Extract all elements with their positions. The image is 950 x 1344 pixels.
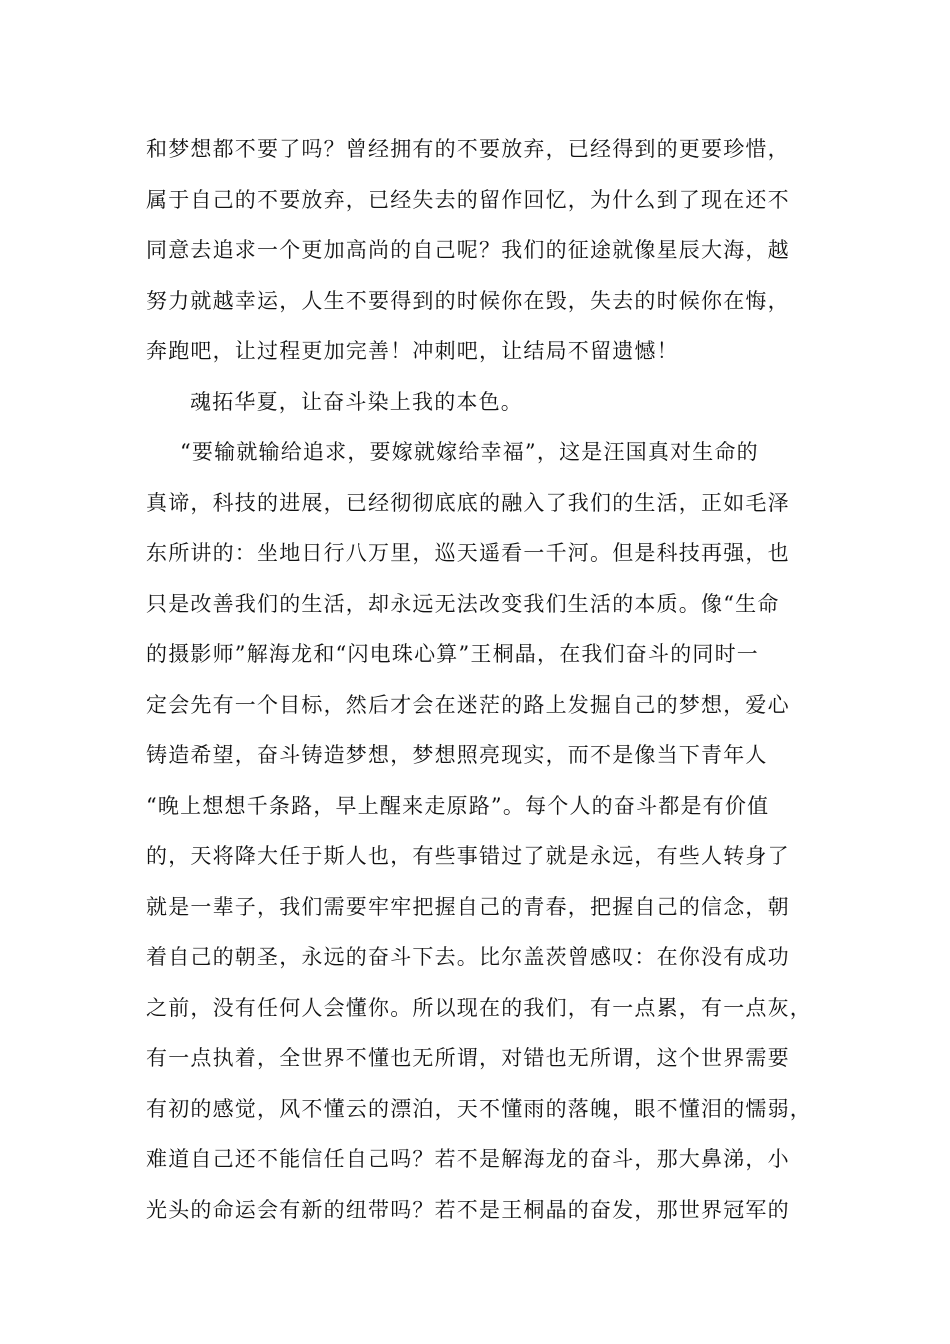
text-line: 的，天将降大任于斯人也，有些事错过了就是永远，有些人转身了 [146, 844, 790, 868]
text-line: 只是改善我们的生活，却永远无法改变我们生活的本质。像“生命 [146, 591, 780, 616]
text-line: 有初的感觉，风不懂云的漂泊，天不懂雨的落魄，眼不懂泪的懦弱， [146, 1096, 812, 1121]
text-line: 奔跑吧，让过程更加完善！冲刺吧，让结局不留遗憾！ [146, 339, 679, 363]
paragraph-heading-line: 魂拓华夏，让奋斗染上我的本色。 [190, 389, 523, 414]
text-line: 难道自己还不能信任自己吗？若不是解海龙的奋斗，那大鼻涕，小 [146, 1147, 790, 1171]
text-line: “要输就输给追求，要嫁就嫁给幸福”，这是汪国真对生命的 [180, 440, 759, 464]
text-line: 的摄影师”解海龙和“闪电珠心算”王桐晶，在我们奋斗的同时一 [146, 642, 760, 666]
body-text [146, 131, 826, 1242]
text-line: 真谛，科技的进展，已经彻彻底底的融入了我们的生活，正如毛泽 [146, 490, 790, 515]
text-line: 定会先有一个目标，然后才会在迷茫的路上发掘自己的梦想，爱心 [146, 692, 790, 717]
text-line: 之前，没有任何人会懂你。所以现在的我们，有一点累，有一点灰， [146, 995, 812, 1020]
text-line: “晚上想想千条路，早上醒来走原路”。每个人的奋斗都是有价值 [146, 793, 770, 818]
text-line: 和梦想都不要了吗？曾经拥有的不要放弃，已经得到的更要珍惜， [146, 137, 790, 161]
text-line: 就是一辈子，我们需要牢牢把握自己的青春，把握自己的信念，朝 [146, 894, 790, 919]
text-line: 有一点执着，全世界不懂也无所谓，对错也无所谓，这个世界需要 [146, 1046, 790, 1070]
text-line: 光头的命运会有新的纽带吗？若不是王桐晶的奋发，那世界冠军的 [146, 1197, 790, 1222]
text-line: 同意去追求一个更加高尚的自己呢？我们的征途就像星辰大海，越 [146, 238, 790, 262]
text-line: 东所讲的：坐地日行八万里，巡天遥看一千河。但是科技再强，也 [146, 541, 790, 565]
text-line: 着自己的朝圣，永远的奋斗下去。比尔盖茨曾感叹：在你没有成功 [146, 945, 790, 969]
text-line: 努力就越幸运，人生不要得到的时候你在毁，失去的时候你在悔， [146, 288, 790, 313]
text-line: 属于自己的不要放弃，已经失去的留作回忆，为什么到了现在还不 [146, 187, 790, 212]
text-line: 铸造希望，奋斗铸造梦想，梦想照亮现实，而不是像当下青年人 [146, 743, 768, 767]
